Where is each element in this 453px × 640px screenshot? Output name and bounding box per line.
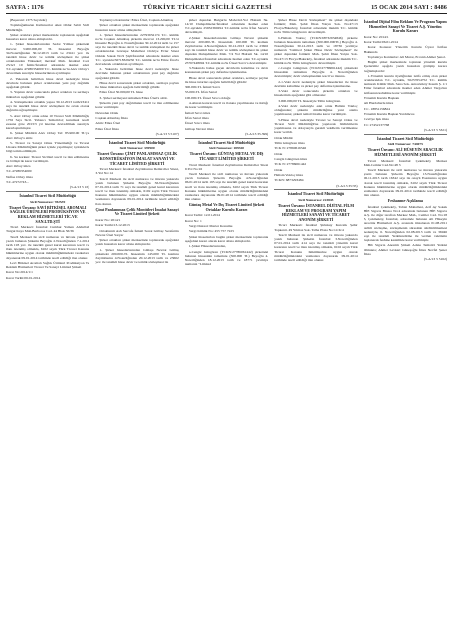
notice-paragraph: b-Halisin Vokloç (TCKN:68732934846) şirkette bulunan hissesinin tamamını (300.000.000TL) Beyoğlu 4. Noterliğinden 30.12.2013 tarih ve 18736 yevmiye numaralı "Limited Şirket Hisse Devir Sözleşmesi" ile şirket dışındaki İstinkâr Mah. Şehit İlhan Yalçın Sok. No:47/13 Florya/Bakırköy, İstanbul adresinde mukim T.C. kimlik no'lu Tülin Güngören'e devretmiştir. [274, 35, 358, 65]
notice-heading: İstanbul Ticaret Sicil Müdürlüğü [287, 191, 345, 197]
signature-line: Emre Ünal İmza [95, 126, 119, 131]
signature-line: Yönetim Kurulu Başkan Yardımcısı [363, 111, 415, 116]
signature-line: Cengiz Güngören imza [274, 156, 308, 161]
signature-line: Yönetim Kurulu Başkanı [363, 95, 400, 100]
signature-line: Karar No: 1 [184, 218, 202, 223]
notice-paragraph: 1-Yönetim kurulu üyeliğinden istifa etmiş olan şirket ortaklarından T.C. uyruklu, 56257654752 T.C. kimlik numaralı Kültür Mah. Sana Sok. Arnavutköy Kasım Ş. 1/1 Etiler İstanbul adresinde ikamet eden Ahmet Varga'nın istifasının kabulüne karar verilmiştir. [363, 73, 448, 95]
notice-heading: İstanbul Ticaret Sicil Müdürlüğü [377, 135, 434, 141]
notice-paragraph: Şirket ortakları şirket merkezinde toplanarak aşağıdaki hususları karar altına almışlardır. [95, 23, 179, 32]
signature-line: Ortak Müdür [274, 135, 293, 140]
signature-line: Ünsel Savcı imza [184, 121, 210, 126]
registry-number: Sicil Numarası: 189320 [208, 146, 245, 151]
notice-paragraph: Ticari Merkezi: İstanbul Zeytinburnu Demirciler Sitesi 9.Yol No:16 [184, 162, 269, 171]
notice-paragraph: 2-1-Vaki devir nedeniyle şirket hissedarları ile hisse devrinin kabulüne ve şirket pay defterine işlenmesine. [274, 79, 358, 88]
signature-line: Ortak [274, 151, 283, 156]
notice-paragraph: Ticari Merkezi: İstanbul Zeytinburnu Demirciler Sitesi, 3.Yol No:14 [95, 167, 179, 176]
registry-number: Sicil Numarası: 782539 [30, 199, 66, 204]
signature-line: Alev Orbay imza [6, 164, 31, 169]
signature-line: Karar No: 2014/1 [95, 217, 121, 222]
notice-heading: Güntaş Metal Ve Dış Ticaret Limited Şirketi Ortaklar Kurulu Kararı [188, 202, 265, 212]
notice-paragraph: Vergi Kimlik No: 455 757 7225 [188, 229, 234, 234]
notice-paragraph: Tescil Merkezi ile sicil numarası ve ünvanı yukarıda yazılı bulunan Şirketin Beyoğlu 13.Noterliğinden 06.11.2013 tarih 16342 sayı ile onaylı Esaslarına uygun olarak tescil istenmiş olmakla, 6102 sayılı Türk Ticaret Kanunu hükümlerine uygun olarak müdürlüğümüzdeki vesikalara dayanarak 09.01.2014 tarihinde tescil edildiği ilan olunur. [363, 168, 448, 198]
notice-paragraph: Vergi Dairesi: Merter Konumu [188, 224, 233, 229]
column-4 [274, 18, 357, 638]
signature-line: İrfan Sarıal imza [184, 115, 209, 120]
notice-paragraph: 5- Alev Orbay ortak adına 10 Ticaret Sicil Müdürlüğü, 1756 Sayı Sicil. Yabancı Temsilcisi; kurumsal tescil esasına göre 2013/3 yıl üzerine devredilmek suretiyle kararlaştırılmıştır. [6, 113, 90, 131]
page-number: SAYFA : 1176 [6, 4, 44, 11]
notice-paragraph: 2-Şirket hissedarlarından Gültaşı Nevzat şirketin mevcut 200.000-TL hissesinin 100.000 TL kısmını Zeytinburnu 4.Noterliğinden 30.12.2013 tarih ve 23602 sayı ile tanzikli hisse devir ve temlik sözleşmesi ile şirket dışından Dulupdüzeler Mah. 7/4 Yol Halrem Sk. 14/10 Dulupdüzeler/İstanbul adresinde ikamet eden T.C.uyruklu 25767448094 T.C.kimlik no'lu Ünsel Savcı'a devretmiştir. [184, 35, 269, 65]
notice-paragraph: Tescil Merkezi ile sicil numarası ve ünvanı yukarıda yazılı bulunan Şirketin Beyoğlu 2.Noterliğinden 7.1.2014 tarih 193 yev. ile tanzikli genel kurul kararının tescil ve ilanı istenmiş olmakla, 6102 sayılı Türk Ticaret Kanunu hükümlerine uygun olarak müdürlüğümüzdeki vesikalara dayanarak 09.01.2014 tarihinde tescil edildiği ilan olunur. [6, 234, 90, 260]
column-1 [6, 18, 89, 638]
text-columns [6, 18, 447, 638]
notice-paragraph: Tescil Merkezi ile sicil numarası ve ünvanı yukarıda yazılı bulunan Şirketin Beyoğlu 4.Noterliğinden 06.01.2014 tarih 195 sayı ile tanzikli genel kurul kararının tescil ve ilanı istenmiş olmakla, 6102 sayılı Türk Ticaret Kanunu hükümlerine uygun olarak müdürlüğümüzdeki vesikalara dayanarak 09.01.2014 tarihinde tescil edildiği ilan olunur. [184, 172, 269, 202]
signature-line: Halisin Vokloç imza [274, 172, 304, 177]
notice-paragraph: Tescil Merkezi ile sicil numarası ve ünvanı yukarıda yazılı bulunan Şirketin İstanbul 3.Noterliğinden 07.01.2014 tarih 414 sayı ile tanzikli yönetim kurul kararının tescil ve ilanı istenmiş olmakla, 6102 sayılı Türk Ticaret Kanunu hükümlerine uygun olarak müdürlüğümüzdeki vesikalara dayanarak 09.01.2014 tarihinde tescil edildiği ilan olunur. [274, 232, 358, 262]
signature-line: T.C. 18851156824 [363, 106, 390, 111]
registry-number: Sicil Numarası: 744075 [387, 142, 423, 147]
notice-paragraph: Levi Bitkisel Aromalı Sağlık Ürünleri Prodüksiyon Ve Reklam Hizmetleri Ticaret Ve Sanayi Limited Şirketi [6, 260, 90, 269]
notice-paragraph: 4-Alınan kararın tescil ve ilanına yapılmasına ve üstlığı ile karar verilmiştir. [184, 101, 269, 110]
notice-paragraph: 5-Hisse devri nedeniyle Ticaret ve Sanayi Odası ve Ticaret Sicil Müdürlüğü'ne yapılacak bildirimlerin yapılmasına ve dolayısıyla gerekli vekâletin verilmesine karar verildi. [274, 117, 358, 135]
reference-code: (5-A/13 35.399) [245, 132, 269, 136]
signature-line: T.C.47286354000 [6, 169, 32, 174]
notice-paragraph: Şirket ortakları şirket merkezinde toplanarak aşağıdaki hususları karar altına almışlardır. [6, 32, 90, 41]
notice-heading: İstanbul Dijital Film Reklam Ve Program Yapım Hizmetleri Sanayi Ve Ticaret A.Ş. Yönetim Kurulu Kararı [363, 19, 447, 34]
notice-heading: Ticaret Ünvanı: İSTANBUL DİJİTAL FİLM REKLAM VE PROGRAM YAPIM HİZMETLERİ SANAYİ VE TİCARET ANONİM ŞİRKETİ [277, 203, 354, 222]
notice-paragraph: 1- Şirket hissedarlarından Gültaşı Nevzat Gültaş şirketteki 200.000-TL hissesinin 145.000 TL kısmını Zeytinburnu 4.Noterliğinden 20.12.2013 tarih ve 23602 yev. ile tanzikli hisse devir ve temlik sözleşmesi ile [95, 247, 179, 265]
notice-heading: Ticaret Ünvanı: ALİ HÜSEYİN ARACILIK HİZMETLERİ ANONİM ŞİRKETİ [367, 147, 444, 157]
notice-paragraph: 6- Şirket Müdürü Alev Orbay Tel: 85.900.00 TL'ye Alev Orbay'a aittir. [6, 131, 90, 140]
notice-paragraph: 3-Vaki devir sonucunda şirketin ortakları ve hisselerinin aşağıdaki gibi olmasına: [274, 89, 358, 98]
notice-paragraph: Emre Ünal 50.000,00 TL hisse [99, 90, 143, 95]
notice-separator [364, 134, 447, 135]
notice-paragraph: şirket dışından Bulgurlu Mah.Ord.Yol Halrem Sk. 14/10 Dulupdüzeler/İstanbul adresinde ikamet eden T.C.uyruklu 25932360294 T.C.kimlik no'lu İrfan Sarıal'a devretmiştir. [184, 18, 269, 35]
notice-heading: İstanbul Ticaret Sicil Müdürlüğü [198, 139, 255, 145]
signature-line: TCK N: 27860616546 [274, 146, 307, 151]
notice-paragraph: İstanbul Çekmeköy, Tabiat Mahallesi, Arif Ay Sokak HİE Sigorta Binası No:4 adresinde bulunan HİE Sigorta A.Ş. ile diğer taraftan Merkez Mah., Cemler Cad. No:18 3, Çekmeköy, İstanbul, adresinde bulunan Ali Hüseyin Aracılık Hizmetleri A.Ş. arasında imzalanan 01.08.2011 tarihli sözleşme, sözleşmenin süresinin sürdürülmemesi nedeniyle, 6. Noterliğinden 02.08.2013 tarih ve 36946 sayı ile tanzikli Yetkilendirme ile verilen vekâletin başlanarak feshine kesinlikle karar verilmiştir. [363, 204, 448, 243]
notice-separator [185, 138, 268, 139]
issue-date: 15 OCAK 2014 SAYI : 8486 [371, 4, 447, 11]
registry-number: Sicil Numarası: 223845 [298, 197, 334, 202]
signature-line: Tülin Güngören imza [274, 140, 305, 145]
notice-paragraph: 2- Yukarıda belirtilen hisse devri nedeniyle hisse devrinde bulunan şirket ortaklarının yeni pay dağılımı aşağıdaki gibidir. [95, 67, 179, 80]
notice-heading: Ticaret Ünvanı: GÜNTAŞ METAL VE DIŞ TİCARET LİMİTED ŞİRKETİ [189, 151, 264, 161]
notice-paragraph: Ortaklarım Ash Sercafe İsmail Sonat Gültaş: Serafettin Nevzat Ünal Saryar [95, 228, 179, 237]
notice-paragraph: c-Cengiz Güngören (TCKN:27786061442) şirketteki hissesinin tamamını Beyoğlu 4. Noterliğinden devretmiştir; devir sözleşmesinin tescil ve ilanına. [274, 66, 358, 79]
notice-paragraph: Hib Sigorta Anonim Şirketi Adına Temsilci Yetkisi Olmakta; Ahmet Levkart Güneşoğlu İmza Nevfel Şener İmza [363, 243, 448, 256]
notice-paragraph: Topluluğumuzun Kullanıcılar Aksi Oldur Sabit Sicil Müdürlüğü. [6, 23, 90, 32]
notice-paragraph: 3.000.000,00 TL hissesiyle Tülin Güngören. [278, 98, 342, 103]
notice-paragraph: 4-Vaki devir nedeniyle eski ortak Halisin Vokloç olduğundan; şirketin müdürlüğüne yeni atama yapılmasına; şirketi temsil ilzama karar verilmiştir. [274, 104, 358, 117]
notice-paragraph: 5- Ticaret ve Sanayi Odası Yönetmeliği ve Ticaret Unsuru Müdürlüğünü şirket içinde yapılmıştır; iştiraklerle bilgi temin edilmiştir. [6, 140, 90, 154]
notice-paragraph: Toplantıya Katılanlar: Ali Murat, Ercanlı Ahmet Şenol. [367, 54, 446, 59]
signature-line: Cevriye Işık imza [363, 117, 389, 122]
reference-code: (5-A/13 5 5162) [423, 257, 448, 262]
notice-paragraph: 3-Yukarıda bahse geçen devirlerin kabulüne ve devir konusunun şirket pay defterine işlenmesine. [184, 66, 269, 75]
signature-line: Ali Hurdaburlu imza [363, 101, 394, 106]
notice-separator [95, 138, 178, 139]
notice-paragraph: 1- Şirket hissedarlarından 22793932174 T.C. kimlik no'lu Coşkun Altunbaş şirketin mevcut 13.290,00 TL'si hisseniz Beyoğlu 4. Noterliğinden 30.12.2014 tarih ve 157 sayı ile tanzikli hisse devri ve temlik sözleşmesi ile şirket ortaklarından Göztepe Mahallesi Ordu'ye Evler Sitesi Orkide Sokak No:9 Şişli/İstanbul adresinde ikamet eden T.C. uyruklu:56718329250 T.C. kimlik no'lu Emre Ünal'a devrederek ortaklıktan ayrılmıştır. [95, 32, 179, 66]
notice-paragraph: Ticari Merkezi: İstanbul Cumhur Yaman Abdullah Turgut Kaya Mah.Barboros Cad. 44 Blok 56/36 [6, 225, 90, 234]
notice-heading: İstanbul Ticaret Sicil Müdürlüğü [108, 139, 166, 145]
signature-line: 100.000-TL Ünsel Savcı olduğu [184, 95, 231, 100]
notice-paragraph: 1-Şirket Hissedarlarından, [188, 244, 227, 249]
notice-paragraph: 1- Şirket hissedarlarından Sedat Yılmaz şirketteki mevcut 3.900.000,00 TL hissesini Beyoğlu 34.Noterliğinden 30.12.2013 tarih ve 23411 yev. ile tanzikli hisse devir ve temlik sözleşmesi ile şirket ortaklarından Yüksekel; mevkuf Mah. İstanbul Cad. 23/A3 10 İzmir/İstanbul adresinde ikamet eden T.C.uyruklu 47286354000 T.C. Kimlik no'lu Alev Orbay'a devretmek suretiyle hissedarlıktan ayrılmıştır. [6, 42, 90, 76]
signature-line: Alım: Emre Ünal [95, 121, 121, 126]
signature-line: TCK N: 27786061442 [274, 162, 307, 167]
notice-paragraph: Şirket hissedarları bugün şirket merkezinde toplanarak aşağıdaki kararı alarak karar altına almışlardır. [184, 234, 269, 243]
notice-separator [6, 191, 89, 192]
notice-separator [274, 189, 357, 190]
notice-paragraph: 3- Şirket sermayesi tamamen Emre Ünal'a aittir. [99, 95, 168, 100]
notice-paragraph: Şirketin yeni pay dağılımının tescil ve ilan edilmesine karar verilmiştir. [95, 101, 179, 110]
signature-line: Coşkun Altunbaş İmza [95, 115, 128, 120]
notice-paragraph: 2- Yukarıda belirtilen hisse devri nedeniyle hisse devrinde bulunan şirket ortaklarının yeni pay dağılımı aşağıdaki gibidir. [6, 76, 90, 90]
notice-paragraph: Şirket Hisse Devir Sözleşmesi" ile şirket dışındaki İstinkâr; Mah. Şehit İlhan Yalçın Sok. No:47/13 Florya/Bakırköy, İstanbul adresinde mukim T.C. kimlik no'lu Tülin Güngören'e devretmiştir. [274, 18, 358, 35]
signature-line: Devreden Ortak [95, 110, 119, 115]
notice-paragraph: 4- Sözleşmeden ortaklık yapısı 30.12.2013 tarih/23411 sayı ile tanzikli hisse devir sözleşmesi ile ortak olarak dağıtıma uğraşılmıştır. [6, 99, 90, 113]
notice-paragraph: Hisse devri sonucunda şirket ortakları, sermaye paylan ile hisse miktarları aşağıda belirtildiği gibidir. [95, 80, 179, 90]
notice-heading: Feshanme-Açıklama [387, 198, 423, 204]
notice-paragraph: Ticari Merkezi: İstanbul Çekmeköy Merkez Mah.Cemler Cad.No:48 3 [363, 158, 448, 167]
signature-line: 55.000-TL İrfan Sarıal [184, 90, 217, 95]
signature-line: T.C 27452137768 [363, 122, 390, 127]
registry-number: Sicil Numarası: 339900 [119, 146, 155, 151]
notice-paragraph: Hisse devri sonucunda şirket ortakları, sermaye paylan ile hisse tutarları aşağıda belirtildiği gibidir: [184, 75, 269, 84]
column-3 [185, 18, 268, 638]
notice-paragraph: Ticari Merkezi: İstanbul Şirinkuy Kurcaik Şehir Topkenti. 49 Yılmaz Sok. Talha Plaza No:14 K:4 [274, 223, 358, 232]
signature-line: Ortak [274, 167, 283, 172]
reference-code: (5-A/13 5 5107) [155, 132, 179, 136]
reference-code: (5-A/13 5 5321) [423, 128, 448, 132]
signature-line: Karar No: 2014/1 [363, 34, 389, 39]
signature-line: Karar Tarihi:13.12.2013 [95, 223, 130, 228]
notice-paragraph: Şirket ortakları şirket merkezinde toplanarak aşağıdaki yazılı hususları karar altına almışlardır. [95, 238, 179, 247]
notice-paragraph: a-Cengiz Güngören (TCKN:27786061442) şirketteki bulunan hissesinin tamamını (300.000 TL) Beyoğlu 4. Noterliğinden 18.12.2013 tarih ve 18771 yevmiye numaralı "Limited [184, 249, 269, 267]
notice-heading: Ticaret Ünvanı: SAVİ BİTKİSEL AROMALI SAĞLIK ÜRÜNLERİ PRODÜKSİYON VE REKLAM HİZMETLERİ TİC.VE SAN.LTD.ŞTİ [8, 204, 87, 224]
signature-line: T.C.47272743... [6, 180, 29, 185]
notice-paragraph: Tescil Merkezi ile sicil numarası ve ünvanı yukarıda yazılı bulunan Şirketin Beyoğlu 36.Noterliğinden 07.01.2014 tarih 71 sayı ile tanzikli genel kurul kararının tescil ve ilanı istenmiş olmakla, 6102 sayılı Türk Ticaret Kanunu hükümlerine uygun olarak müdürlüğümüzdeki vesikalara dayanarak 09.01.2014 tarihinde tescil edildiği ilan olunur. [95, 176, 179, 206]
notice-paragraph: Karar Konusu: Yönetim Kurulu Üyesi İstifası Hakkında [363, 45, 448, 54]
signature-line: Nefise Orbay imza [6, 174, 33, 179]
notice-paragraph: Bugün şirket merkezinde toplanan yönetim kurulu üyelerimiz aşağıda yazılı hususları görüşüp karara bağlamışlardır: [363, 60, 448, 73]
signature-line: İsmail Savcı imza [184, 110, 211, 115]
signature-line: Karar Tarihi:06.01.2014 [363, 40, 398, 45]
notice-paragraph: Toplantıya Katılanlar: Emre Ünal, Coşkun Altunbaş [99, 18, 174, 22]
notice-heading: Çimt Panlammaz Çelik Montüleri İmalat Sanayi Ve Ticaret Limited Şirketi [95, 206, 179, 217]
signature-line: TCKN: 6873293484 [274, 178, 304, 183]
reference-code: (5-A/13 35/35) [336, 183, 358, 188]
signature-line: Gültaşı Nevzat imza [184, 126, 214, 131]
signature-line: Karar No:2014/1/1 [6, 270, 33, 275]
notice-paragraph: 3- Yapılan devir sonucunda şirket ortakları ve sermaye miktarları aşağıdaki gibidir. [6, 90, 90, 99]
notice-paragraph: (Başaranl: 1375 Sayılıdır) [10, 18, 47, 22]
notice-heading: Ticaret Ünvanı: ÇİMT PANLAMMAZ ÇELİK KONSTRÜKSİYON İMALAT SANAYİ VE TİCARET LİMİTED ŞİRKETİ [96, 151, 178, 166]
notice-heading: İstanbul Ticaret Sicil Müdürlüğü [19, 193, 76, 199]
column-5 [364, 18, 447, 638]
gazette-title: TÜRKİYE TİCARET SİCİLİ GAZETESİ [142, 4, 272, 11]
signature-line: Karar Tarihi:06.01.2014 [6, 275, 41, 280]
column-2 [95, 18, 178, 638]
notice-paragraph: 6- Su korkun: Ticaret Sicilleri tescil ve ilan edilmesine ve bölüşü ile karar verilmiştir. [6, 154, 90, 163]
reference-code: (5-A/13 5 16) [69, 185, 90, 190]
page-header [6, 4, 447, 14]
signature-line: 300.000-TL İsmail Savcı [184, 85, 221, 90]
signature-line: Karar Tarihi: 12.01.2014 [184, 213, 220, 218]
